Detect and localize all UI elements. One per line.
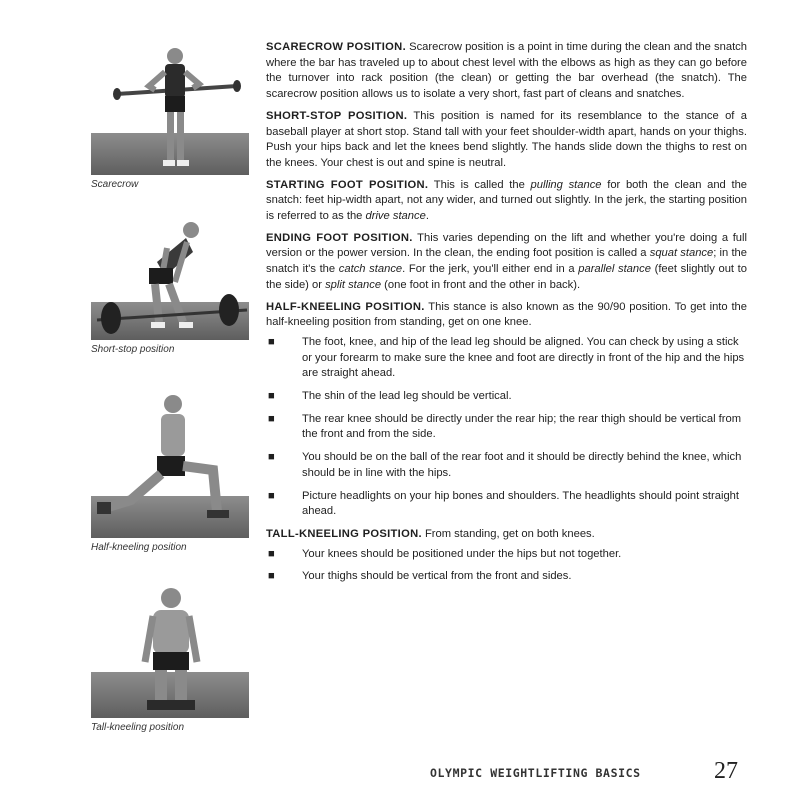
section-heading: STARTING FOOT POSITION. bbox=[266, 178, 429, 191]
bullet-icon: ■ bbox=[268, 412, 275, 425]
section-body-part: (one foot in front and the other in back). bbox=[381, 278, 581, 291]
list-item bbox=[266, 412, 747, 443]
running-footer-title: OLYMPIC WEIGHTLIFTING BASICS bbox=[430, 766, 641, 780]
figure-caption: Short-stop position bbox=[91, 344, 175, 355]
section-heading: SCARECROW POSITION. bbox=[266, 41, 406, 53]
tall-kneeling-photo bbox=[91, 584, 249, 718]
bullet-icon: ■ bbox=[268, 547, 275, 560]
page-number: 27 bbox=[714, 758, 738, 784]
figure-tall-kneeling bbox=[91, 584, 249, 733]
term-italic: drive stance bbox=[365, 210, 426, 223]
short-stop-photo bbox=[91, 218, 249, 340]
term-italic: squat stance bbox=[649, 247, 714, 260]
list-item-text: You should be on the ball of the rear foot and it should be directly behind the knee, which should be in line with the hips. bbox=[302, 451, 742, 479]
section-body-part: (feet slightly out to the side) or bbox=[266, 263, 748, 291]
list-item-text: Picture headlights on your hip bones and shoulders. The headlights should point straight ahead. bbox=[302, 489, 740, 518]
section-heading: SHORT-STOP POSITION. bbox=[266, 109, 408, 122]
athlete-short-stop-illustration bbox=[91, 218, 249, 340]
list-item-text: The foot, knee, and hip of the lead leg should be aligned. You can check by using a stick or your forearm to make sure the knee and foot are directly in front of the hip and the hips are straight ahead. bbox=[302, 335, 745, 380]
athlete-half-kneeling-illustration bbox=[91, 390, 249, 538]
section-body-part: . For the jerk, you'll either end in a bbox=[402, 263, 579, 276]
section-body: This position is named for its resemblance to the stance of a baseball player at short stop. Stand tall with your feet shoulder-width apart, hands on your thighs. Push your hips back and let the knees bend slightly. The hands slide down the thighs to rest on the knees. Your chest is out and spine is neutral. bbox=[266, 109, 747, 169]
section-heading: TALL-KNEELING POSITION. bbox=[266, 527, 422, 540]
section-body: Scarecrow position is a point in time during the clean and the snatch where the bar has traveled up to about chest level with the elbows as high as they can go before the turnover into rack position (the clean) or getting the bar overhead (the snatch). The scarecrow position allows us to isolate a very short, fast part of cleans and snatches. bbox=[266, 41, 747, 101]
list-item bbox=[266, 547, 747, 563]
figure-caption: Tall-kneeling position bbox=[91, 722, 185, 733]
section-body: From standing, get on both knees. bbox=[424, 527, 595, 540]
section-half-kneeling bbox=[266, 300, 747, 331]
bullet-icon: ■ bbox=[268, 570, 275, 583]
section-body-part: This varies depending on the lift and whether you're doing a full version or the power version. In the clean, the ending foot position is called a bbox=[266, 231, 747, 260]
tall-kneeling-list bbox=[266, 547, 747, 585]
figure-caption: Scarecrow bbox=[91, 179, 139, 190]
bullet-icon: ■ bbox=[268, 489, 275, 502]
term-italic: pulling stance bbox=[530, 178, 602, 191]
bullet-icon: ■ bbox=[268, 451, 275, 464]
half-kneeling-photo bbox=[91, 390, 249, 538]
athlete-tall-kneeling-illustration bbox=[91, 584, 249, 718]
section-tall-kneeling bbox=[266, 527, 747, 543]
figure-scarecrow bbox=[91, 42, 249, 190]
scarecrow-photo bbox=[91, 42, 249, 175]
figure-short-stop bbox=[91, 218, 249, 355]
list-item bbox=[266, 389, 747, 405]
bullet-icon: ■ bbox=[268, 335, 275, 348]
list-item bbox=[266, 335, 747, 382]
section-scarecrow bbox=[266, 40, 747, 103]
body-text bbox=[266, 40, 747, 592]
list-item bbox=[266, 489, 747, 520]
section-short-stop bbox=[266, 109, 747, 172]
section-body-part: . bbox=[425, 210, 429, 223]
section-body-part: This is called the bbox=[433, 178, 531, 191]
list-item bbox=[266, 569, 747, 585]
list-item-text: Your knees should be positioned under the hips but not together. bbox=[302, 547, 622, 560]
half-kneeling-list bbox=[266, 335, 747, 520]
list-item-text: Your thighs should be vertical from the front and sides. bbox=[302, 570, 572, 583]
section-heading: ENDING FOOT POSITION. bbox=[266, 231, 413, 244]
section-heading: HALF-KNEELING POSITION. bbox=[266, 300, 425, 313]
figure-half-kneeling bbox=[91, 390, 249, 553]
list-item bbox=[266, 450, 747, 481]
list-item-text: The shin of the lead leg should be vertical. bbox=[302, 390, 512, 403]
section-body-part: ; in the snatch it's the bbox=[266, 247, 747, 276]
bullet-icon: ■ bbox=[268, 390, 275, 403]
section-body: This stance is also known as the 90/90 position. To get into the half-kneeling position from standing, get on one knee. bbox=[266, 300, 748, 329]
term-italic: parallel stance bbox=[578, 263, 651, 276]
athlete-scarecrow-illustration bbox=[91, 42, 249, 175]
list-item-text: The rear knee should be directly under the rear hip; the rear thigh should be vertical from the front and from the side. bbox=[302, 412, 742, 441]
figure-caption: Half-kneeling position bbox=[91, 542, 187, 553]
term-italic: split stance bbox=[325, 278, 382, 291]
term-italic: catch stance bbox=[338, 263, 403, 276]
section-body-part: for both the clean and the snatch: feet hip-width apart, not any wider, and turned out slightly. In the jerk, the starting position is referred to as the bbox=[266, 178, 748, 223]
section-ending-foot bbox=[266, 231, 747, 294]
section-starting-foot bbox=[266, 178, 747, 225]
